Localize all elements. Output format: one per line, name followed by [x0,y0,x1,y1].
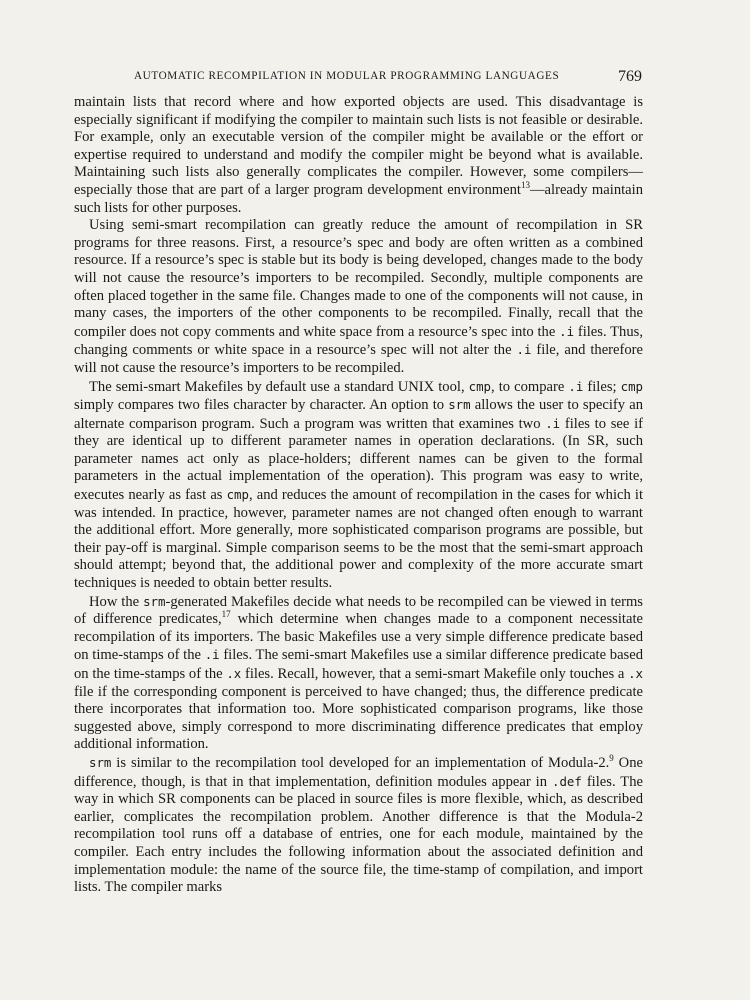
text-run: , to compare [491,378,569,395]
text-run: files. The semi-smart Makefiles use a similar difference predicate based on the time-stamps of the [74,647,644,682]
text-run: maintain lists that record where and how exported objects are used. This disadvantage is especially significant if modifying the compiler to maintain such lists is not feasible or desirable. For example, only an executable version of the compiler might be available or the effort or expertise required to understand and modify the compiler might be beyond what is available. Maintaining such lists also generally complicates the compiler. However, some compilers—especially those that are part of a larger program development environment [74,94,643,198]
code-term: .i [516,342,532,358]
text-run: How the [89,593,144,610]
text-run: file if the corresponding component is perceived to have changed; thus, the difference predicate there incorporates that information too. More sophisticated comparison programs, like those suggested above, simply correspond to more discriminating difference predicates that employ additional information. [74,683,643,753]
text-run: Using semi-smart recompilation can greatly reduce the amount of recompilation in SR programs for three reasons. First, a resource’s spec and body are often written as a combined resource. If a resource’s spec is stable but its body is being developed, changes made to the body will not cause the resource’s importers to be recompiled. Secondly, multiple components are often placed together in the same file. Changes made to one of the components will not cause, in many cases, the importers of the other components to be recompiled. Finally, recall that the compiler does not copy comments and white space from a resource’s spec into the [74,217,643,340]
text-run: files to see if they are identical up to different parameter names in operation declarations. (In SR, such parameter names act only as place-holders; different names can be given to the formal parameters in the actual implementation of the operation). This program was easy to write, executes nearly as fast as [74,415,643,504]
code-term: srm [89,754,112,770]
text-run: files. Thus, changing comments or white space in a resource’s spec will not alter the [74,323,643,359]
code-term: .def [552,773,582,789]
code-term: .i [545,415,561,431]
text-run: The semi-smart Makefiles by default use a standard UNIX tool, [89,378,469,395]
code-term: .i [559,323,575,339]
code-term: srm [143,593,166,609]
text-run: One difference, though, is that in that implementation, definition modules appear in [74,754,643,790]
text-run: simply compares two files character by character. An option to [74,397,449,414]
text-run: —already maintain such lists for other purposes. [74,181,643,216]
paragraph [74,593,643,754]
code-term: cmp [468,378,492,394]
code-term: cmp [226,487,249,503]
page-number: 769 [618,68,642,85]
text-run: which determine when changes made to a component necessitate recompilation of its importers. The basic Makefiles use a very simple difference predicate based on time-stamps of the [74,611,643,664]
text-run: -generated Makefiles decide what needs to be recompiled can be viewed in terms of difference predicates, [74,593,643,628]
text-run: files; [583,378,621,395]
code-term: .x [226,666,242,681]
text-run: files. Recall, however, that a semi-smart Makefile only touches a [241,666,629,682]
paragraph [74,94,643,217]
paragraph [74,754,643,897]
text-run: is similar to the recompilation tool developed for an implementation of Modula-2. [111,754,610,771]
code-term: .i [204,647,220,663]
code-term: srm [448,397,471,413]
text-run: , and reduces the amount of recompilation in the cases for which it was intended. In practice, however, parameter names are not changed often enough to warrant the additional effort. More generally, more sophisticated comparison programs are possible, but their pay-off is marginal. Simple comparison seems to be the most that the semi-smart approach should attempt; beyond that, the additional power and complexity of the more accurate smart techniques is needed to obtain better results. [74,487,643,592]
code-term: .x [628,666,643,681]
body-text [74,94,643,897]
code-term: cmp [620,378,643,394]
code-term: .i [568,378,584,394]
running-head: AUTOMATIC RECOMPILATION IN MODULAR PROGRAMMING LANGUAGES [134,70,560,82]
reference-superscript: 13 [520,179,530,190]
text-run: file, and therefore will not cause the resource’s importers to be recompiled. [74,342,643,376]
text-run: files. The way in which SR components can be placed in source files is more flexible, which, as described earlier, complicates the recompilation problem. Another difference is that the Modula-2 recompilation tool runs off a database of entries, one for each module, maintained by the compiler. Each entry includes the following information about the associated definition and implementation module: the name of the source file, the time-stamp of compilation, and import lists. The compiler marks [74,773,643,896]
reference-superscript: 17 [221,609,231,620]
reference-superscript: 9 [609,752,614,763]
text-run: allows the user to specify an alternate comparison program. Such a program was written that examines two [74,397,644,432]
paragraph [74,378,643,593]
paragraph [74,217,643,377]
